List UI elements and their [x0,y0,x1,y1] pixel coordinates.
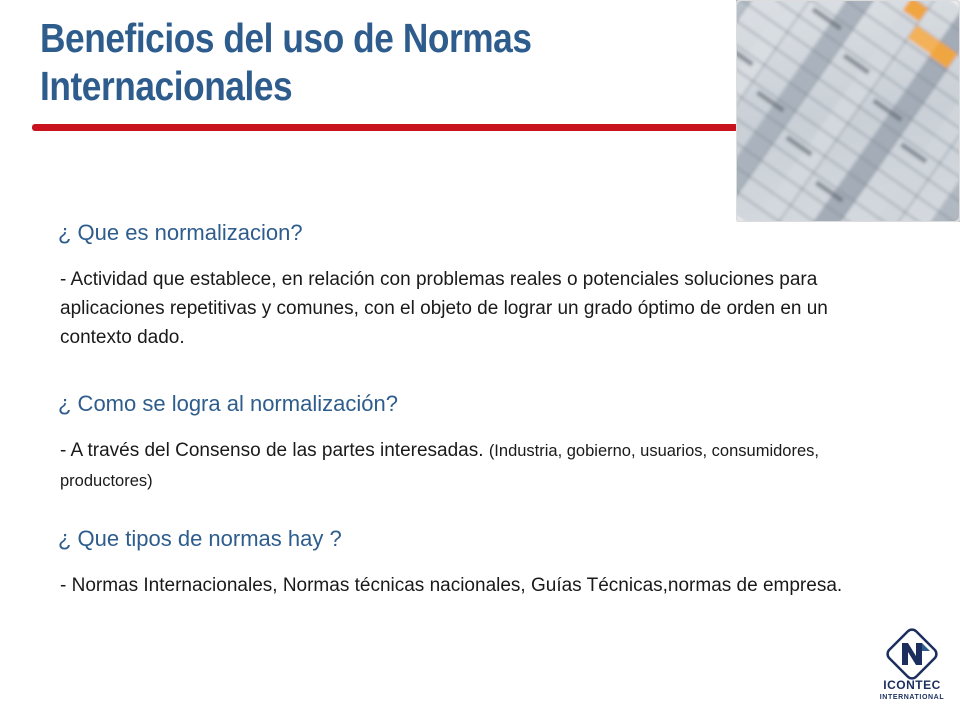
answer-how-note: (Industria, gobierno, usuarios, consumidores, productores) [60,442,819,490]
answer-how [60,436,860,496]
answer-types: - Normas Internacionales, Normas técnicas nacionales, Guías Técnicas,normas de empresa. [60,575,843,596]
question-how: ¿ Como se logra al normalización? [58,391,398,416]
title-underline [32,124,738,131]
answer-how-main: - A través del Consenso de las partes interesadas. [60,440,484,461]
logo-name: ICONTEC [883,678,941,692]
spreadsheet-photo [736,0,960,222]
question-what-is: ¿ Que es normalizacion? [58,220,303,245]
question-types: ¿ Que tipos de normas hay ? [58,526,342,551]
icontec-logo [872,628,952,712]
answer-what-is: - Actividad que establece, en relación con problemas reales o potenciales soluciones para aplicaciones repetitivas y comunes, con el objeto de lograr un grado óptimo de orden en un contexto dado. [60,269,828,348]
icontec-logo-icon [872,628,952,680]
logo-subtitle: INTERNATIONAL [879,694,945,701]
spreadsheet-photo-icon [736,0,960,222]
slide-title: Beneficios del uso de Normas Internacionales [40,15,532,109]
